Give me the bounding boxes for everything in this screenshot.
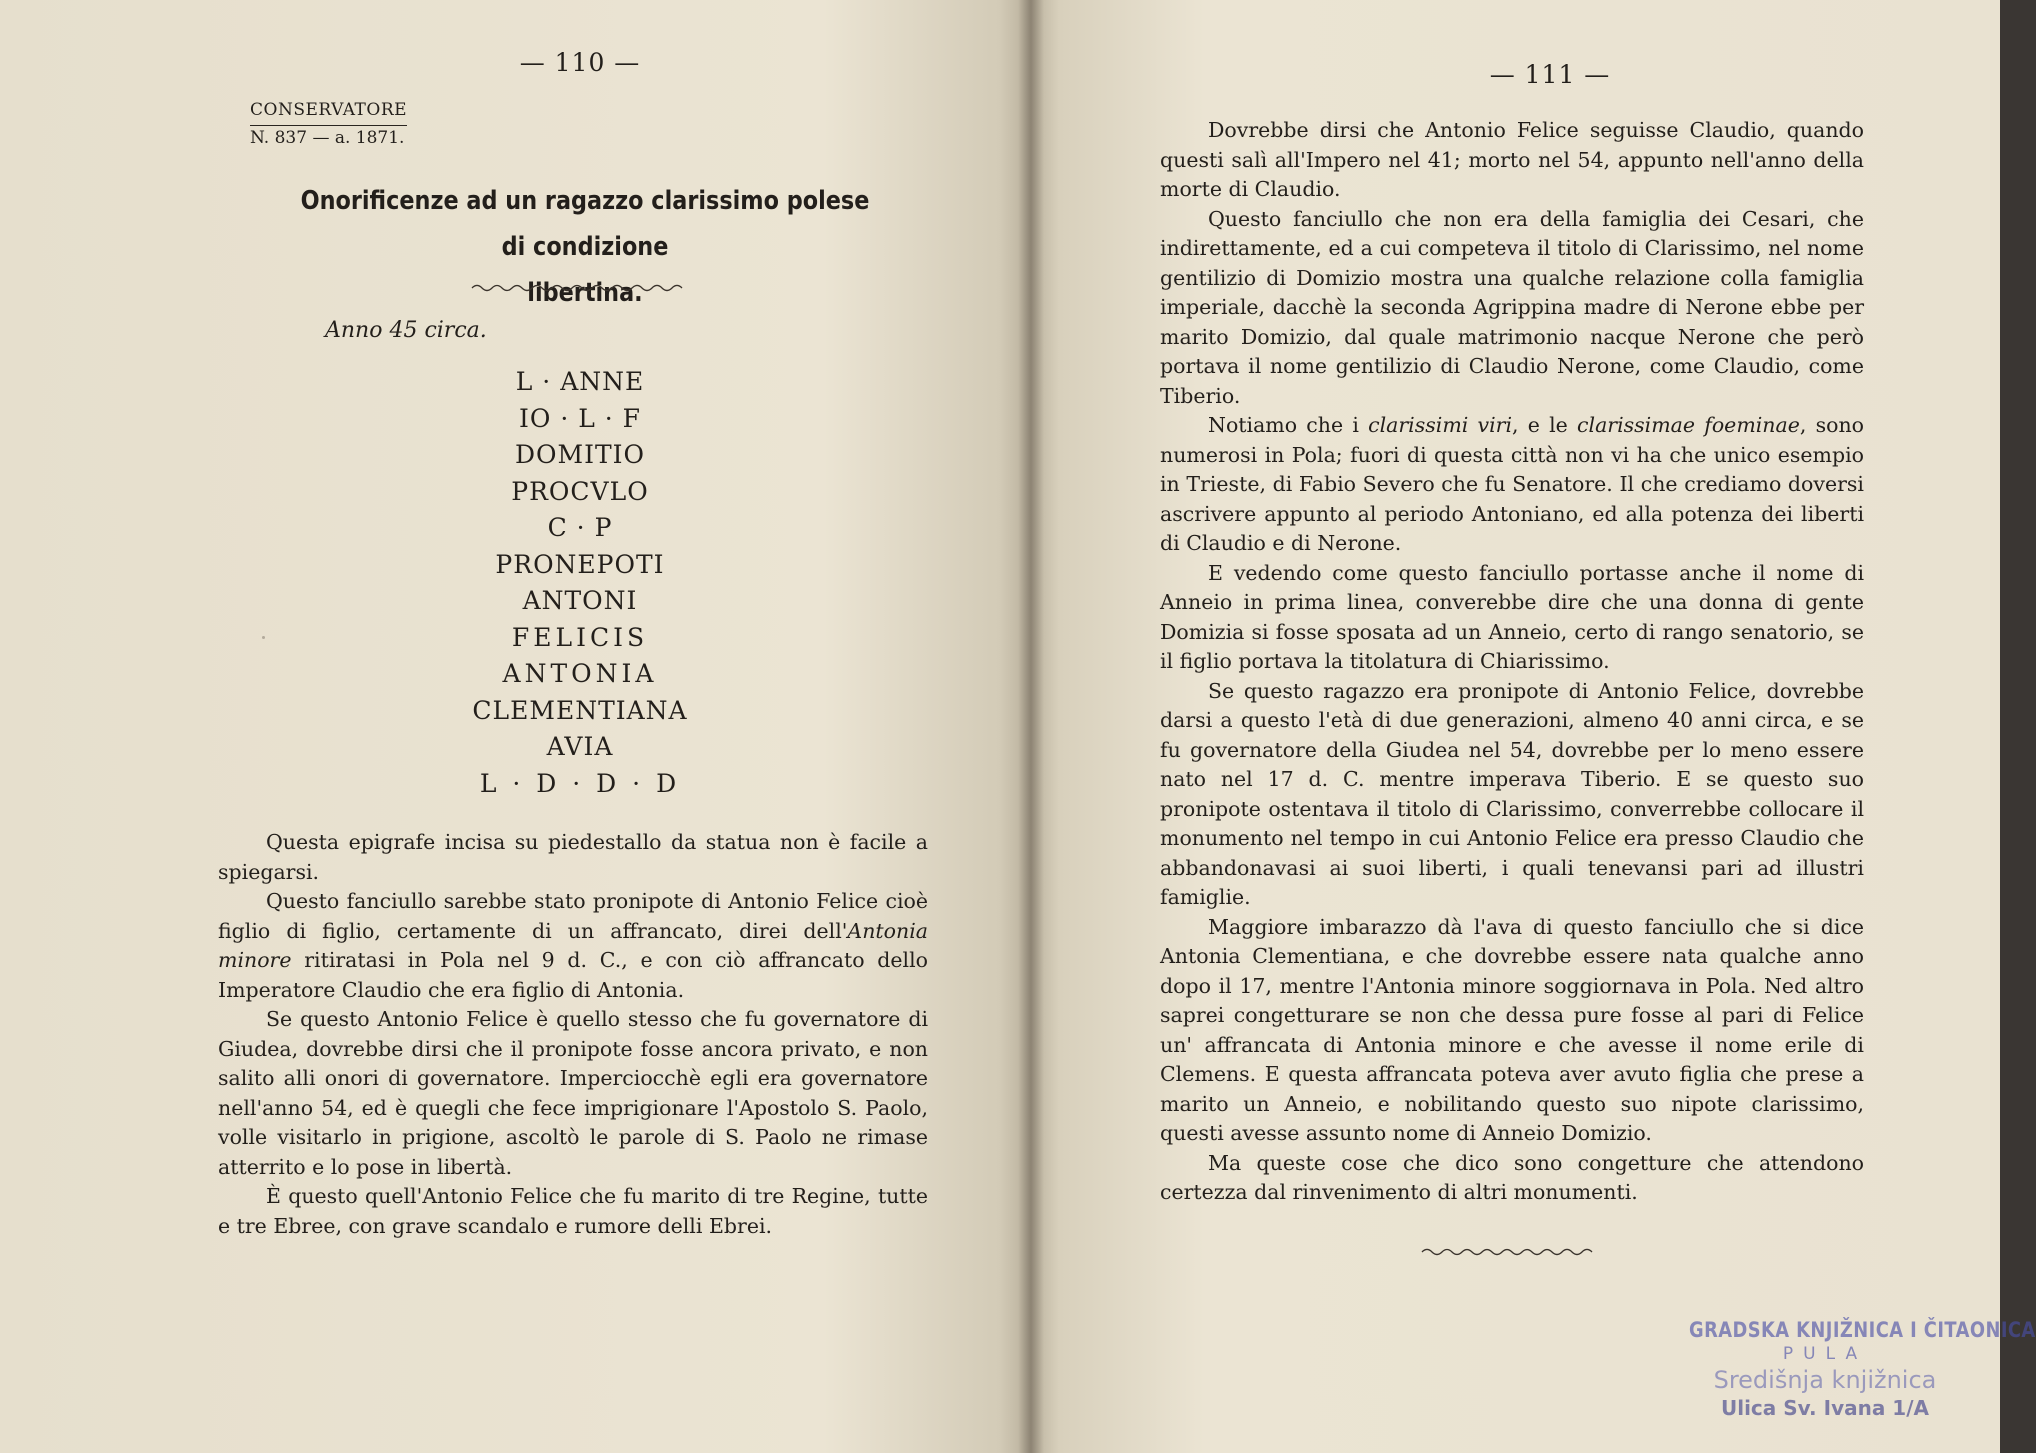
paragraph: È questo quell'Antonio Felice che fu marito di tre Regine, tutte e tre Ebree, con grave scandalo e rumore delli Ebrei. bbox=[218, 1184, 928, 1238]
stamp-city: PULA bbox=[1782, 1344, 1868, 1364]
left-body-text bbox=[218, 828, 928, 1241]
paragraph bbox=[218, 887, 928, 1005]
paragraph: Questa epigrafe incisa su piedestallo da statua non è facile a spiegarsi. bbox=[218, 830, 928, 884]
inscription-line: C · P bbox=[547, 513, 613, 542]
inscription-date: Anno 45 circa. bbox=[325, 318, 487, 343]
inscription-line: DOMITIO bbox=[514, 440, 646, 469]
paragraph: Ma queste cose che dico sono congetture che attendono certezza dal rinvenimento di altri monumenti. bbox=[1160, 1150, 1864, 1204]
text-run: ritiratasi in Pola nel 9 d. C., e con ciò affrancato dello Imperatore Claudio che era figlio di Antonia. bbox=[218, 948, 928, 1002]
paragraph bbox=[1160, 411, 1864, 559]
library-stamp bbox=[1665, 1318, 2036, 1420]
right-body-text bbox=[1160, 116, 1864, 1208]
stamp-address: Ulica Sv. Ivana 1/A bbox=[1720, 1396, 1929, 1420]
page-number-right: — 111 — bbox=[1489, 60, 1611, 89]
inscription-line: L · ANNE bbox=[515, 367, 645, 396]
inscription-line: AVIA bbox=[546, 732, 614, 761]
paragraph: E vedendo come questo fanciullo portasse anche il nome di Anneio in prima linea, converebbe dire che una donna di gente Domizia si fosse sposata ad un Anneio, certo di rango senatorio, se il figlio portava la titolatura di Chiarissimo. bbox=[1160, 560, 1864, 673]
italic-text: Antonia minore bbox=[218, 918, 928, 972]
heading-line-2: libertina. bbox=[527, 278, 643, 308]
paragraph: Dovrebbe dirsi che Antonio Felice seguisse Claudio, quando questi salì all'Impero nel 41; morto nel 54, appunto nell'anno della morte di Claudio. bbox=[1160, 118, 1864, 201]
inscription-line: IO · L · F bbox=[519, 403, 641, 433]
italic-text: clarissimi viri bbox=[1368, 413, 1513, 437]
paragraph: Maggiore imbarazzo dà l'ava di questo fanciullo che si dice Antonia Clementiana, e che dovrebbe essere nata qualche anno dopo il 17, mentre l'Antonia minore soggiornava in Pola. Ned altro saprei congetturare se non che dessa pure fosse al pari di Felice un' affrancata di Antonia minore e che avesse il nome erile di Clemens. E questa affrancata poteva aver avuto figlia che prese a marito un Anneio, e nobilitando questo suo nipote clarissimo, questi avesse assunto nome di Anneio Domizio. bbox=[1160, 914, 1864, 1145]
text-run: , e le bbox=[1512, 413, 1578, 437]
wavy-divider-right bbox=[1420, 1246, 1600, 1258]
book-gutter bbox=[1018, 0, 1044, 1453]
inscription-line: CLEMENTIANA bbox=[472, 695, 688, 725]
inscription-line: FELICIS bbox=[511, 622, 649, 652]
italic-text: clarissimae foeminae bbox=[1577, 413, 1800, 437]
text-run: Notiamo che i bbox=[1208, 413, 1369, 437]
heading-line-1: Onorificenze ad un ragazzo clarissimo polese di condizione bbox=[300, 186, 870, 262]
inscription-line: PRONEPOTI bbox=[495, 549, 665, 579]
paragraph: Se questo Antonio Felice è quello stesso che fu governatore di Giudea, dovrebbe dirsi che il pronipote fosse ancora privato, e non salito alli onori di governatore. Imperciocchè egli era governatore nell'anno 54, ed è quegli che fece imprigionare l'Apostolo S. Paolo, volle visitarlo in prigione, ascoltò le parole di S. Paolo ne rimase atterrito e lo pose in libertà. bbox=[218, 1007, 928, 1179]
text-run: Questo fanciullo sarebbe stato pronipote di Antonio Felice cioè figlio di figlio, certamente di un affrancato, direi dell' bbox=[218, 889, 928, 943]
text-run: , sono numerosi in Pola; fuori di questa città non vi ha che unico esempio in Trieste, di Fabio Severo che fu Senatore. Il che crediamo doversi ascrivere appunto al periodo Antoniano, ed alla potenza dei liberti di Claudio e di Nerone. bbox=[1160, 413, 1865, 555]
reference-block bbox=[250, 98, 407, 151]
page-number-left: — 110 — bbox=[519, 48, 641, 77]
paragraph: Questo fanciullo che non era della famiglia dei Cesari, che indirettamente, ed a cui competeva il titolo di Clarissimo, nel nome gentilizio di Domizio mostra una qualche relazione colla famiglia imperiale, dacchè la seconda Agrippina madre di Nerone ebbe per marito Domizio, dal quale matrimonio nacque Nerone che però portava il nome gentilizio di Claudio Nerone, come Claudio, come Tiberio. bbox=[1160, 206, 1864, 408]
article-heading bbox=[288, 178, 881, 316]
reference-source: CONSERVATORE bbox=[250, 98, 407, 126]
reference-number: N. 837 — a. 1871. bbox=[250, 128, 405, 148]
latin-inscription bbox=[380, 364, 780, 802]
inscription-line: PROCVLO bbox=[511, 476, 649, 506]
inscription-line: ANTONIA bbox=[502, 659, 658, 688]
inscription-line: ANTONI bbox=[522, 586, 638, 615]
stamp-branch: Središnja knjižnica bbox=[1713, 1366, 1937, 1394]
paper-speck bbox=[262, 636, 265, 639]
paragraph: Se questo ragazzo era pronipote di Antonio Felice, dovrebbe darsi a questo l'età di due generazioni, almeno 40 anni circa, e se fu governatore della Giudea nel 54, dovrebbe per lo meno essere nato nel 17 d. C. mentre imperava Tiberio. E se questo suo pronipote ostentava il titolo di Clarissimo, converrebbe collocare il monumento nel tempo in cui Antonio Felice era presso Claudio che abbandonavasi ai suoi liberti, i quali tenevansi pari ad illustri famiglie. bbox=[1160, 678, 1864, 909]
stamp-library-name: GRADSKA KNJIŽNICA I ČITAONICA bbox=[1689, 1318, 2036, 1342]
inscription-line: L · D · D · D bbox=[479, 768, 681, 798]
wavy-divider-left bbox=[470, 282, 680, 294]
